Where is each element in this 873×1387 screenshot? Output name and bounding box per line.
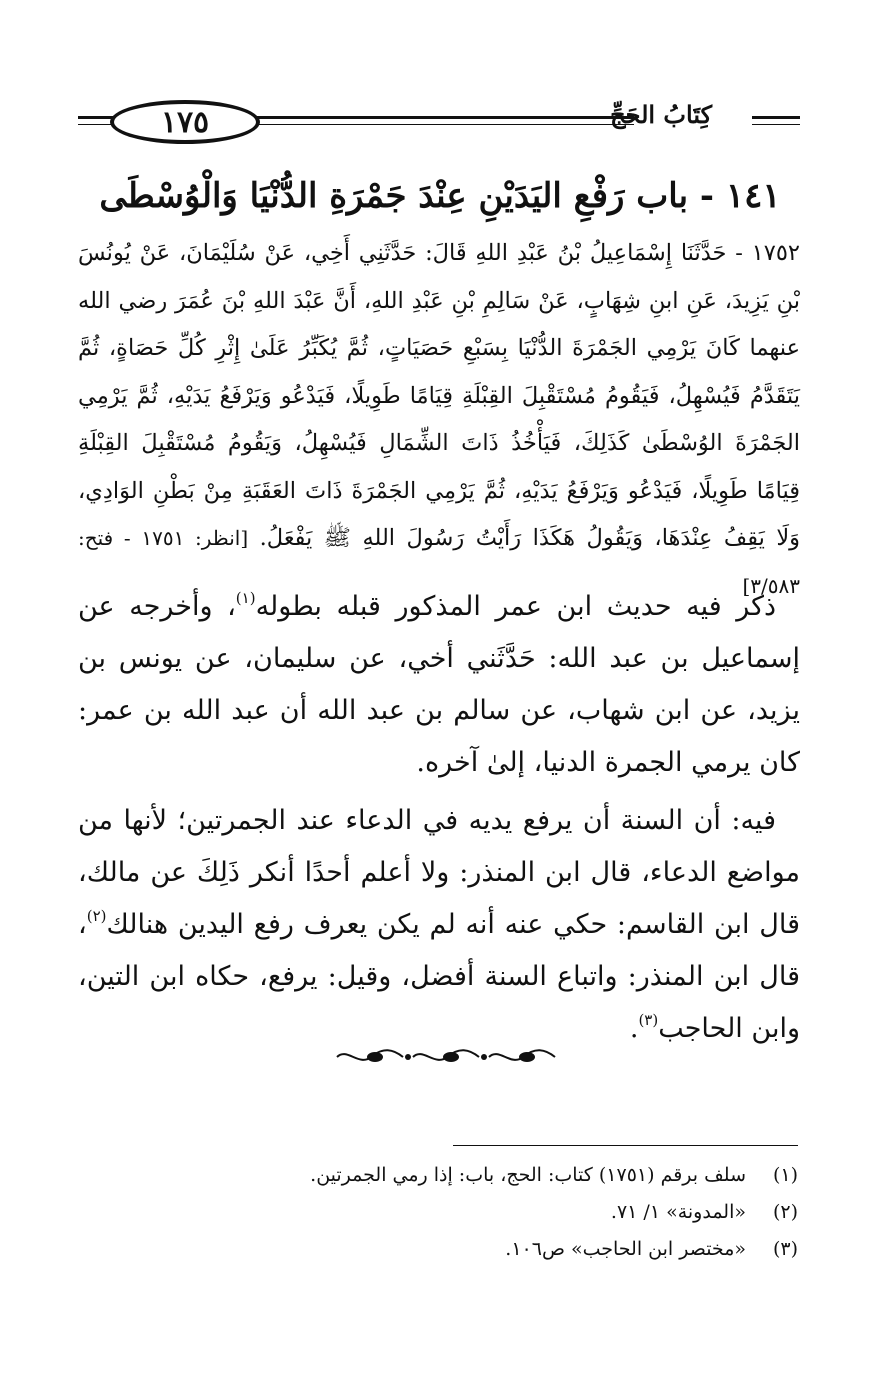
footnote-2-number: (٢): [772, 1201, 798, 1223]
footnote-ref-2[interactable]: (٢): [86, 907, 107, 925]
hadith-reference: [انظر: ١٧٥١ - فتح: ٣/٥٨٣]: [78, 526, 800, 598]
footnote-3: [200, 1231, 798, 1268]
commentary-p2-text-b: ، قال ابن المنذر: واتباع السنة أفضل، وقيل: يرفع، حكاه ابن التين، وابن الحاجب: [78, 909, 800, 1044]
hadith-text: حَدَّثَنَا إِسْمَاعِيلُ بْنُ عَبْدِ اللهِ قَالَ: حَدَّثَنِي أَخِي، عَنْ سُلَيْمَانَ، عَنْ يُونُسَ بْنِ يَزِيدَ، عَنِ ابنِ شِهَابٍ، عَنْ سَالِمِ بْنِ عَبْدِ اللهِ، أَنَّ عَبْدَ اللهِ بْنَ عُمَرَ رضي الله عنهما كَانَ يَرْمِي الجَمْرَةَ الدُّنْيَا بِسَبْعِ حَصَيَاتٍ، ثُمَّ يُكَبِّرُ عَلَىٰ إِثْرِ كُلِّ حَصَاةٍ، ثُمَّ يَتَقَدَّمُ فَيُسْهِلُ، فَيَقُومُ مُسْتَقْبِلَ القِبْلَةِ قِيَامًا طَوِيلًا، فَيَدْعُو وَيَرْفَعُ يَدَيْهِ، ثُمَّ يَرْمِي الجَمْرَةَ الوُسْطَىٰ كَذَلِكَ، فَيَأْخُذُ ذَاتَ الشِّمَالِ فَيُسْهِلُ، وَيَقُومُ مُسْتَقْبِلَ القِبْلَةِ قِيَامًا طَوِيلًا، فَيَدْعُو وَيَرْفَعُ يَدَيْهِ، ثُمَّ يَرْمِي الجَمْرَةَ ذَاتَ العَقَبَةِ مِنْ بَطْنِ الوَادِي، وَلَا يَقِفُ عِنْدَهَا، وَيَقُولُ هَكَذَا رَأَيْتُ رَسُولَ اللهِ ﷺ يَفْعَلُ.: [78, 240, 801, 551]
hadith-number: ١٧٥٢: [751, 240, 800, 266]
commentary-p2-text-a: فيه: أن السنة أن يرفع يديه في الدعاء عند الجمرتين؛ لأنها من مواضع الدعاء، قال ابن المنذر: ولا أعلم أحدًا أنكر ذَلِكَ عن مالك، قال ابن القاسم: حكي عنه أنه لم يكن يعرف رفع اليدين هنالك: [78, 805, 800, 940]
commentary-paragraph-1: [78, 581, 800, 789]
chapter-heading: [80, 166, 800, 226]
page-header: [78, 92, 800, 152]
commentary-p1-text-b: ، وأخرجه عن إسماعيل بن عبد الله: حَدَّثَني أخي، عن سليمان، عن يونس بن يزيد، عن ابن شهاب، عن سالم بن عبد الله أن عبد الله بن عمر: كان يرمي الجمرة الدنيا، إلىٰ آخره.: [78, 591, 800, 778]
ornament-divider: [333, 1043, 559, 1071]
commentary-p2-text-c: .: [629, 1013, 639, 1044]
page-number: ١٧٥: [110, 100, 260, 144]
footnote-3-number: (٣): [772, 1238, 798, 1260]
header-rule-middle-bottom: [254, 124, 634, 125]
footnotes: [200, 1157, 798, 1268]
commentary: [78, 581, 800, 1055]
chapter-title: باب رَفْعِ اليَدَيْنِ عِنْدَ جَمْرَةِ الدُّنْيَا وَالْوُسْطَى: [99, 176, 689, 216]
footnote-ref-1[interactable]: (١): [235, 589, 256, 607]
header-rule-right-bottom: [752, 124, 800, 125]
header-rule-right-top: [752, 116, 800, 119]
footnote-1: [200, 1157, 798, 1194]
commentary-p1-text-a: ذكر فيه حديث ابن عمر المذكور قبله بطوله: [255, 591, 776, 622]
running-title: كِتَابُ الحَجِّ: [610, 100, 712, 129]
header-rule-middle-top: [254, 116, 634, 119]
footnote-1-number: (١): [772, 1164, 798, 1186]
footnote-separator: [453, 1145, 798, 1146]
footnote-2-text: «المدونة» ١/ ٧١.: [610, 1201, 746, 1223]
chapter-number: ١٤١: [725, 176, 781, 216]
footnote-3-text: «مختصر ابن الحاجب» ص١٠٦.: [505, 1238, 746, 1260]
footnote-ref-3[interactable]: (٣): [638, 1011, 659, 1029]
commentary-paragraph-2: [78, 795, 800, 1055]
footnote-2: [200, 1194, 798, 1231]
hadith-dash: -: [726, 240, 743, 266]
chapter-dash: -: [688, 176, 715, 216]
footnote-1-text: سلف برقم (١٧٥١) كتاب: الحج، باب: إذا رمي الجمرتين.: [310, 1164, 746, 1186]
hadith-block: [78, 230, 800, 610]
